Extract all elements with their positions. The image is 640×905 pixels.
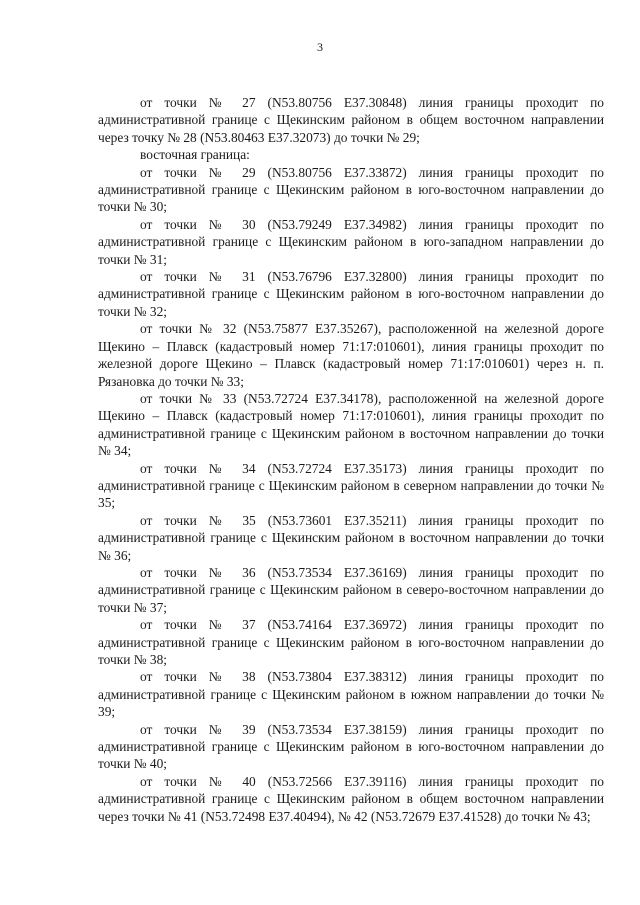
paragraph-point-35: от точки № 35 (N53.73601 E37.35211) линия границы проходит по административной границе с Щекинским районом в восточном направлении до точки № 36; [98, 512, 604, 563]
paragraph-point-27: от точки № 27 (N53.80756 E37.30848) линия границы проходит по административной границе с Щекинским районом в общем восточном направлении через точку № 28 (N53.80463 E37.32073) до точки № 29; [98, 95, 604, 145]
paragraph-point-29: от точки № 29 (N53.80756 E37.33872) линия границы проходит по административной границе с Щекинским районом в юго-восточном направлении до точки № 30; [98, 164, 604, 215]
paragraph-point-40: от точки № 40 (N53.72566 E37.39116) линия границы проходит по административной границе с Щекинским районом в общем восточном направлении через точки № 41 (N53.72498 E37.40494), № 42 (N53.72679 E37.41528) до точки № 43; [98, 773, 604, 824]
paragraph-point-32: от точки № 32 (N53.75877 E37.35267), расположенной на железной дороге Щекино – Плавск (кадастровый номер 71:17:010601), линия границы проходит по железной дороге Щекино – Плавск (кадастровый номер 71:17:010601) через н. п. Рязановка до точки № 33; [98, 321, 604, 389]
paragraph-point-31: от точки № 31 (N53.76796 E37.32800) линия границы проходит по административной границе с Щекинским районом в юго-восточном направлении до точки № 32; [98, 269, 604, 319]
paragraph-point-33: от точки № 33 (N53.72724 E37.34178), расположенной на железной дороге Щекино – Плавск (кадастровый номер 71:17:010601), линия границы проходит по административной границе с Щекинским районом в восточном направлении до точки № 34; [98, 390, 604, 459]
paragraph-point-36: от точки № 36 (N53.73534 E37.36169) линия границы проходит по административной границе с Щекинским районом в северо-восточном направлении до точки № 37; [98, 564, 604, 615]
document-body [98, 94, 604, 825]
page-number: 3 [317, 40, 323, 54]
paragraph-eastern-boundary-heading: восточная граница: [140, 147, 250, 163]
paragraph-point-39: от точки № 39 (N53.73534 E37.38159) линия границы проходит по административной границе с Щекинским районом в юго-восточном направлении до точки № 40; [98, 721, 604, 772]
paragraph-point-34: от точки № 34 (N53.72724 E37.35173) линия границы проходит по административной границе с Щекинским районом в северном направлении до точки № 35; [98, 460, 604, 511]
paragraph-point-30: от точки № 30 (N53.79249 E37.34982) линия границы проходит по административной границе с Щекинским районом в юго-западном направлении до точки № 31; [98, 216, 604, 267]
paragraph-point-38: от точки № 38 (N53.73804 E37.38312) линия границы проходит по административной границе с Щекинским районом в южном направлении до точки № 39; [98, 669, 604, 720]
paragraph-point-37: от точки № 37 (N53.74164 E37.36972) линия границы проходит по административной границе с Щекинским районом в юго-восточном направлении до точки № 38; [98, 617, 604, 667]
